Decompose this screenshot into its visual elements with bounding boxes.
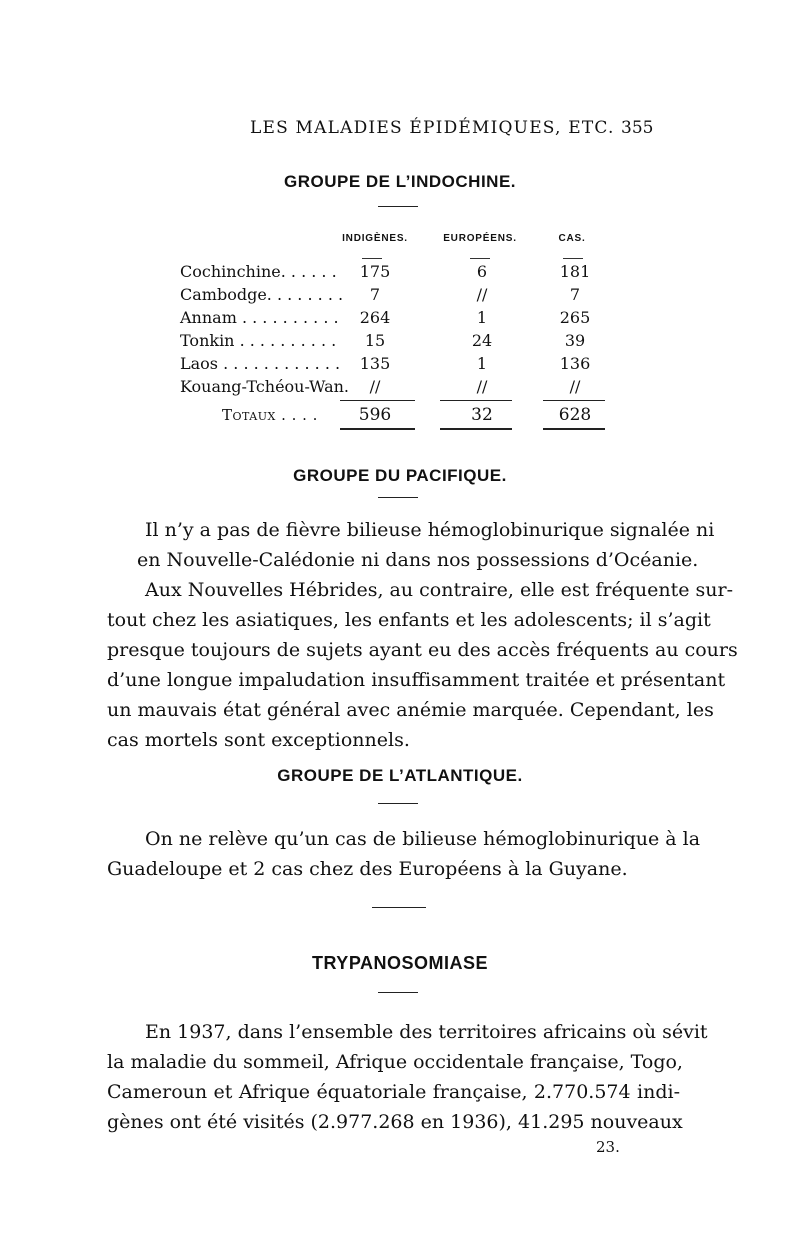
- text-line: gènes ont été visités (2.977.268 en 1936), 41.295 nouveaux: [107, 1111, 683, 1133]
- text-line: d’une longue impaludation insuffisamment traitée et présentant: [107, 669, 726, 691]
- table-cell: 7: [569, 285, 581, 304]
- text-line: tout chez les asiatiques, les enfants et les adolescents; il s’agit: [107, 609, 711, 631]
- text-line: presque toujours de sujets ayant eu des accès fréquents au cours: [107, 639, 738, 661]
- section-rule: [378, 206, 418, 207]
- text-line: Aux Nouvelles Hébrides, au contraire, elle est fréquente sur-: [145, 579, 733, 601]
- column-header-indigenes: INDIGÈNES.: [342, 233, 408, 244]
- text-line: la maladie du sommeil, Afrique occidentale française, Togo,: [107, 1051, 683, 1073]
- section-rule: [378, 497, 418, 498]
- atlantique-paragraph: [107, 824, 701, 884]
- table-cell: 265: [559, 308, 591, 327]
- table-cell: //: [369, 377, 381, 396]
- table-row-label: Cambodge. . . . . . . .: [180, 285, 344, 304]
- indochine-heading: GROUPE DE L’INDOCHINE.: [283, 172, 517, 191]
- section-rule: [378, 803, 418, 804]
- section-separator: [372, 907, 426, 908]
- table-cell: //: [569, 377, 581, 396]
- text-line: un mauvais état général avec anémie marquée. Cependant, les: [107, 699, 714, 721]
- text-line: On ne relève qu’un cas de bilieuse hémoglobinurique à la: [145, 828, 701, 850]
- table-cell: 264: [359, 308, 391, 327]
- pacifique-paragraph-2: [107, 575, 738, 755]
- total-rule: [440, 400, 512, 401]
- atlantique-heading: GROUPE DE L’ATLANTIQUE.: [277, 766, 523, 785]
- table-cell: 175: [359, 262, 391, 281]
- trypanosomiase-heading: TRYPANOSOMIASE: [311, 953, 488, 973]
- total-rule: [543, 400, 605, 401]
- table-row-label: Annam . . . . . . . . . .: [180, 308, 339, 327]
- total-cell: 628: [558, 405, 592, 425]
- total-cell: 596: [358, 405, 392, 425]
- table-row-label: Laos . . . . . . . . . . . .: [180, 354, 341, 373]
- table-row-label: Kouang-Tchéou-Wan.: [180, 377, 349, 396]
- table-cell: 135: [359, 354, 391, 373]
- text-line: Guadeloupe et 2 cas chez des Européens à la Guyane.: [107, 858, 628, 880]
- column-header-cas: CAS.: [558, 233, 586, 244]
- total-rule: [340, 400, 415, 401]
- table-cell: 39: [564, 331, 586, 350]
- table-cell: 181: [559, 262, 591, 281]
- table-cell: 6: [476, 262, 488, 281]
- table-cell: 1: [476, 308, 488, 327]
- total-rule: [440, 428, 512, 430]
- trypanosomiase-paragraph: [107, 1017, 708, 1137]
- pacifique-paragraph-1: [137, 515, 715, 575]
- table-cell: //: [476, 377, 488, 396]
- table-cell: 136: [559, 354, 591, 373]
- page-number: 355: [621, 118, 654, 138]
- table-row-label: Cochinchine. . . . . .: [180, 262, 337, 281]
- total-label: Totaux . . . .: [222, 406, 318, 424]
- column-header-europeens: EUROPÉENS.: [443, 233, 517, 244]
- signature-mark: 23.: [596, 1138, 620, 1156]
- running-title: LES MALADIES ÉPIDÉMIQUES, ETC.: [250, 118, 615, 138]
- table-cell: //: [476, 285, 488, 304]
- total-rule: [543, 428, 605, 430]
- text-line: cas mortels sont exceptionnels.: [107, 729, 410, 751]
- total-cell: 32: [471, 405, 493, 425]
- table-cell: 15: [364, 331, 386, 350]
- section-rule: [378, 992, 418, 993]
- text-line: en Nouvelle-Calédonie ni dans nos possessions d’Océanie.: [137, 549, 699, 571]
- text-line: Il n’y a pas de fièvre bilieuse hémoglobinurique signalée ni: [145, 519, 715, 541]
- table-cell: 24: [471, 331, 493, 350]
- running-head: [0, 118, 800, 142]
- column-dash: [563, 258, 583, 259]
- table-cell: 1: [476, 354, 488, 373]
- pacifique-heading: GROUPE DU PACIFIQUE.: [293, 466, 507, 485]
- column-dash: [362, 258, 382, 259]
- text-line: En 1937, dans l’ensemble des territoires africains où sévit: [145, 1021, 708, 1043]
- column-dash: [470, 258, 490, 259]
- table-row-label: Tonkin . . . . . . . . . .: [180, 331, 337, 350]
- total-rule: [340, 428, 415, 430]
- text-line: Cameroun et Afrique équatoriale française, 2.770.574 indi-: [107, 1081, 680, 1103]
- table-cell: 7: [369, 285, 381, 304]
